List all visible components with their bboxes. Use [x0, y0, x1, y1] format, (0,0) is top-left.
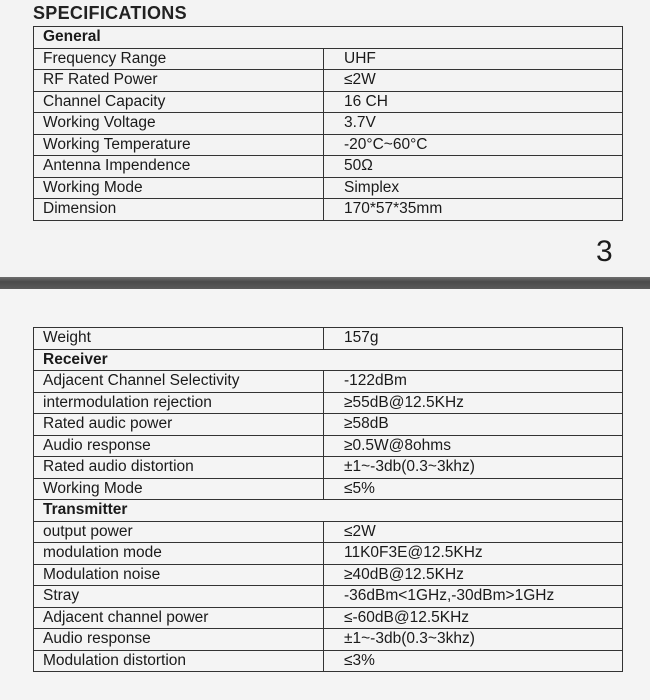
table-row — [34, 328, 623, 350]
table-row — [34, 543, 623, 565]
spec-label: Audio response — [34, 629, 324, 651]
spec-value: 50Ω — [324, 156, 623, 178]
spec-label: Working Mode — [34, 478, 324, 500]
spec-label: Rated audio distortion — [34, 457, 324, 479]
table-row — [34, 629, 623, 651]
section-row — [34, 349, 623, 371]
spec-value: ±1~-3db(0.3~3khz) — [324, 457, 623, 479]
table-row — [34, 478, 623, 500]
section-row — [34, 27, 623, 49]
spec-label: Working Voltage — [34, 113, 324, 135]
spec-label: output power — [34, 521, 324, 543]
spec-label: Audio response — [34, 435, 324, 457]
page-number: 3 — [596, 235, 613, 268]
spec-value: ≤2W — [324, 70, 623, 92]
spec-value: ≤3% — [324, 650, 623, 672]
table-row — [34, 392, 623, 414]
spec-value: UHF — [324, 48, 623, 70]
spec-label: Adjacent channel power — [34, 607, 324, 629]
table-row — [34, 199, 623, 221]
table-row — [34, 457, 623, 479]
spec-label: modulation mode — [34, 543, 324, 565]
table-row — [34, 607, 623, 629]
spec-value: -122dBm — [324, 371, 623, 393]
spec-label: Channel Capacity — [34, 91, 324, 113]
spec-value: ≥40dB@12.5KHz — [324, 564, 623, 586]
spec-label: Adjacent Channel Selectivity — [34, 371, 324, 393]
spec-value: ≥55dB@12.5KHz — [324, 392, 623, 414]
spec-value: 157g — [324, 328, 623, 350]
table-row — [34, 414, 623, 436]
spec-label: Stray — [34, 586, 324, 608]
spec-value: ±1~-3db(0.3~3khz) — [324, 629, 623, 651]
spec-label: Weight — [34, 328, 324, 350]
spec-value: ≥0.5W@8ohms — [324, 435, 623, 457]
spec-value: -36dBm<1GHz,-30dBm>1GHz — [324, 586, 623, 608]
spec-value: 11K0F3E@12.5KHz — [324, 543, 623, 565]
spec-label: Modulation noise — [34, 564, 324, 586]
table-row — [34, 564, 623, 586]
table-row — [34, 91, 623, 113]
spec-value: ≥58dB — [324, 414, 623, 436]
receiver-section-title: Receiver — [34, 349, 623, 371]
table-row — [34, 156, 623, 178]
table-row — [34, 371, 623, 393]
spec-value: ≤-60dB@12.5KHz — [324, 607, 623, 629]
spec-value: -20°C~60°C — [324, 134, 623, 156]
spec-value: ≤5% — [324, 478, 623, 500]
spec-value: 170*57*35mm — [324, 199, 623, 221]
transmitter-section-title: Transmitter — [34, 500, 623, 522]
table-row — [34, 70, 623, 92]
general-section-title: General — [34, 27, 623, 49]
table-row — [34, 586, 623, 608]
specifications-heading: SPECIFICATIONS — [33, 3, 187, 23]
spec-value: ≤2W — [324, 521, 623, 543]
general-spec-table — [33, 26, 623, 221]
spec-value: Simplex — [324, 177, 623, 199]
table-row — [34, 134, 623, 156]
spec-label: Modulation distortion — [34, 650, 324, 672]
spec-label: Antenna Impendence — [34, 156, 324, 178]
spec-label: intermodulation rejection — [34, 392, 324, 414]
spec-label: RF Rated Power — [34, 70, 324, 92]
spec-value: 3.7V — [324, 113, 623, 135]
table-row — [34, 48, 623, 70]
spec-label: Rated audic power — [34, 414, 324, 436]
radio-spec-table — [33, 327, 623, 672]
spec-value: 16 CH — [324, 91, 623, 113]
table-row — [34, 113, 623, 135]
spec-label: Frequency Range — [34, 48, 324, 70]
section-row — [34, 500, 623, 522]
spec-label: Working Temperature — [34, 134, 324, 156]
table-row — [34, 650, 623, 672]
table-row — [34, 177, 623, 199]
table-row — [34, 521, 623, 543]
table-row — [34, 435, 623, 457]
spec-label: Working Mode — [34, 177, 324, 199]
spec-label: Dimension — [34, 199, 324, 221]
page-divider — [0, 277, 650, 289]
